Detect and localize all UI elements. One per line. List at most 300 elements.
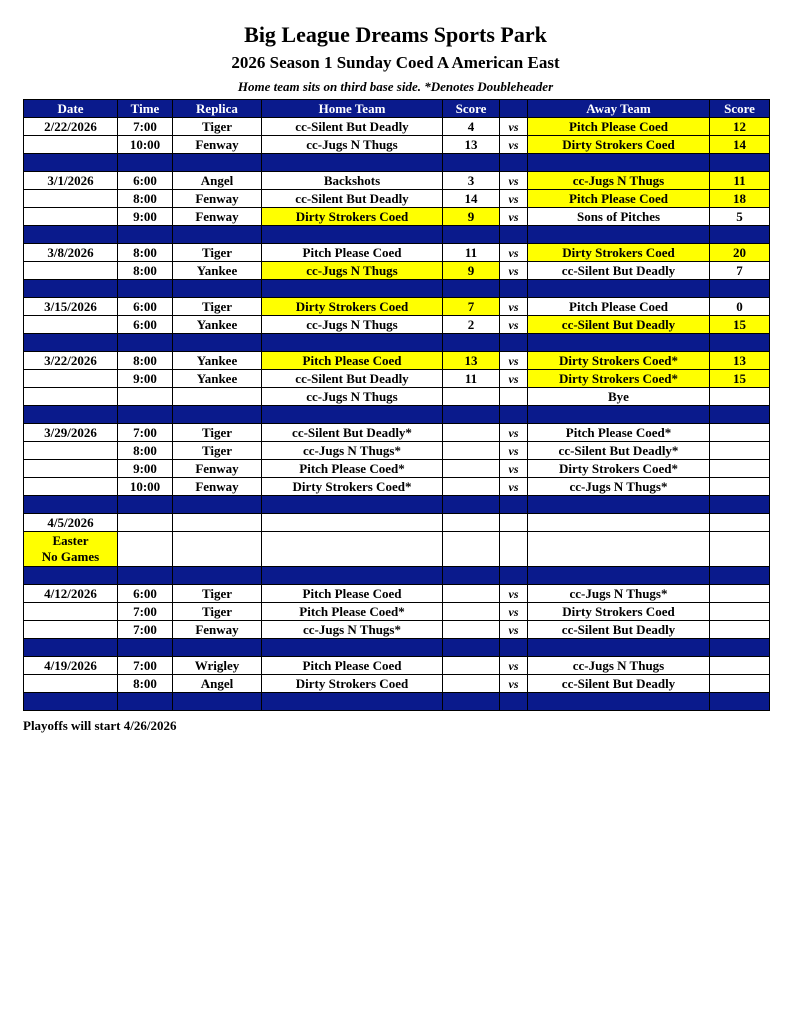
table-row [24,298,770,316]
date-cell: 2/22/2026 [24,118,118,136]
separator-cell [262,639,443,657]
date-cell: 4/19/2026 [24,657,118,675]
column-header-home-team: Home Team [262,100,443,118]
table-row [24,172,770,190]
vs-cell: vs [500,370,528,388]
separator-cell [443,280,500,298]
time-cell [118,388,173,406]
time-cell: 6:00 [118,316,173,334]
separator-cell [24,496,118,514]
empty-cell [118,532,173,567]
separator-cell [710,693,770,711]
away-team-cell: Sons of Pitches [528,208,710,226]
separator-cell [24,226,118,244]
vs-cell: vs [500,262,528,280]
vs-cell: vs [500,208,528,226]
home-team-cell: Pitch Please Coed [262,352,443,370]
vs-cell: vs [500,478,528,496]
schedule-table [23,99,770,711]
separator-cell [528,334,710,352]
time-cell: 10:00 [118,136,173,154]
date-cell [24,190,118,208]
vs-cell: vs [500,136,528,154]
away-team-cell: Dirty Strokers Coed [528,244,710,262]
column-header-away-team: Away Team [528,100,710,118]
away-score-cell: 0 [710,298,770,316]
home-team-cell: cc-Jugs N Thugs* [262,442,443,460]
holiday-cell [24,532,118,567]
separator-cell [528,154,710,172]
week-separator-row [24,154,770,172]
time-cell: 7:00 [118,424,173,442]
time-cell: 8:00 [118,442,173,460]
date-cell [24,460,118,478]
table-row [24,244,770,262]
away-score-cell: 15 [710,316,770,334]
separator-cell [710,496,770,514]
table-row [24,424,770,442]
away-score-cell [710,442,770,460]
home-score-cell: 14 [443,190,500,208]
week-separator-row [24,693,770,711]
date-cell [24,208,118,226]
away-score-cell [710,621,770,639]
vs-cell: vs [500,442,528,460]
date-cell: 3/15/2026 [24,298,118,316]
away-score-cell [710,478,770,496]
replica-cell: Angel [173,172,262,190]
home-team-cell: Dirty Strokers Coed* [262,478,443,496]
time-cell: 7:00 [118,621,173,639]
home-score-cell [443,585,500,603]
home-score-cell [443,442,500,460]
time-cell: 9:00 [118,208,173,226]
separator-cell [443,567,500,585]
column-header-time: Time [118,100,173,118]
away-score-cell [710,460,770,478]
away-team-cell: Pitch Please Coed* [528,424,710,442]
column-header-away-score: Score [710,100,770,118]
separator-cell [262,154,443,172]
separator-cell [173,226,262,244]
empty-cell [500,532,528,567]
separator-cell [24,280,118,298]
separator-cell [118,334,173,352]
vs-cell: vs [500,172,528,190]
page-subtitle: 2026 Season 1 Sunday Coed A American East [231,53,560,72]
vs-cell: vs [500,621,528,639]
away-team-cell: cc-Silent But Deadly* [528,442,710,460]
home-team-cell: cc-Silent But Deadly [262,118,443,136]
replica-cell: Fenway [173,136,262,154]
separator-cell [500,154,528,172]
replica-cell: Yankee [173,370,262,388]
replica-cell: Tiger [173,118,262,136]
table-row [24,388,770,406]
time-cell: 6:00 [118,298,173,316]
separator-cell [443,496,500,514]
home-score-cell [443,424,500,442]
separator-cell [528,693,710,711]
table-row [24,460,770,478]
separator-cell [710,334,770,352]
home-score-cell [443,478,500,496]
empty-cell [710,532,770,567]
separator-cell [24,154,118,172]
vs-cell [500,514,528,532]
holiday-row [24,532,770,567]
time-cell: 7:00 [118,603,173,621]
home-team-cell [262,514,443,532]
home-score-cell [443,675,500,693]
column-header-date: Date [24,100,118,118]
time-cell: 10:00 [118,478,173,496]
week-separator-row [24,496,770,514]
separator-cell [710,406,770,424]
home-team-cell: Dirty Strokers Coed [262,675,443,693]
vs-cell: vs [500,460,528,478]
away-team-cell: cc-Jugs N Thugs* [528,478,710,496]
away-team-cell: cc-Silent But Deadly [528,316,710,334]
away-score-cell [710,603,770,621]
date-cell [24,262,118,280]
date-cell: 3/29/2026 [24,424,118,442]
time-cell: 6:00 [118,585,173,603]
time-cell: 8:00 [118,352,173,370]
separator-cell [443,226,500,244]
home-team-cell: Pitch Please Coed [262,244,443,262]
separator-cell [710,154,770,172]
separator-cell [500,496,528,514]
away-score-cell: 20 [710,244,770,262]
separator-cell [262,406,443,424]
away-score-cell [710,514,770,532]
replica-cell: Fenway [173,621,262,639]
empty-cell [173,532,262,567]
no-games-label: No Games [41,549,100,564]
vs-cell: vs [500,244,528,262]
separator-cell [118,154,173,172]
home-score-cell [443,388,500,406]
time-cell: 9:00 [118,370,173,388]
replica-cell: Tiger [173,603,262,621]
separator-cell [443,334,500,352]
replica-cell: Fenway [173,460,262,478]
replica-cell [173,514,262,532]
vs-cell: vs [500,118,528,136]
separator-cell [118,567,173,585]
home-team-cell: cc-Jugs N Thugs [262,316,443,334]
holiday-label: Easter [52,533,89,548]
playoffs-note: Playoffs will start 4/26/2026 [23,718,177,733]
separator-cell [173,280,262,298]
table-header-row [24,100,770,118]
separator-cell [262,334,443,352]
date-cell [24,603,118,621]
separator-cell [262,693,443,711]
replica-cell [173,388,262,406]
date-cell [24,316,118,334]
away-score-cell: 13 [710,352,770,370]
table-row [24,136,770,154]
time-cell: 9:00 [118,460,173,478]
date-cell: 4/12/2026 [24,585,118,603]
replica-cell: Tiger [173,585,262,603]
separator-cell [500,226,528,244]
time-cell: 8:00 [118,262,173,280]
separator-cell [262,226,443,244]
time-cell: 7:00 [118,118,173,136]
time-cell: 7:00 [118,657,173,675]
away-team-cell: Bye [528,388,710,406]
separator-cell [262,280,443,298]
separator-cell [24,693,118,711]
away-team-cell: cc-Jugs N Thugs [528,657,710,675]
separator-cell [173,567,262,585]
home-team-cell: cc-Jugs N Thugs* [262,621,443,639]
date-cell [24,621,118,639]
date-cell [24,442,118,460]
replica-cell: Yankee [173,262,262,280]
date-cell: 3/1/2026 [24,172,118,190]
away-score-cell: 15 [710,370,770,388]
away-team-cell: cc-Silent But Deadly [528,621,710,639]
vs-cell: vs [500,190,528,208]
schedule-note: Home team sits on third base side. *Denotes Doubleheader [237,79,554,94]
vs-cell: vs [500,603,528,621]
home-team-cell: Dirty Strokers Coed [262,208,443,226]
home-team-cell: Backshots [262,172,443,190]
table-row [24,478,770,496]
away-score-cell: 18 [710,190,770,208]
replica-cell: Fenway [173,478,262,496]
away-score-cell: 11 [710,172,770,190]
separator-cell [173,496,262,514]
away-team-cell: Dirty Strokers Coed* [528,352,710,370]
table-row [24,208,770,226]
home-team-cell: Dirty Strokers Coed [262,298,443,316]
separator-cell [24,639,118,657]
separator-cell [528,226,710,244]
home-score-cell: 11 [443,370,500,388]
home-score-cell [443,603,500,621]
away-team-cell: Dirty Strokers Coed [528,136,710,154]
replica-cell: Tiger [173,442,262,460]
separator-cell [118,280,173,298]
separator-cell [173,693,262,711]
away-team-cell: Dirty Strokers Coed* [528,370,710,388]
away-score-cell [710,388,770,406]
table-row [24,603,770,621]
separator-cell [500,567,528,585]
away-team-cell: cc-Silent But Deadly [528,675,710,693]
replica-cell: Yankee [173,352,262,370]
empty-cell [262,532,443,567]
replica-cell: Yankee [173,316,262,334]
home-team-cell: cc-Jugs N Thugs [262,262,443,280]
away-team-cell: Pitch Please Coed [528,298,710,316]
table-row [24,190,770,208]
separator-cell [710,226,770,244]
home-score-cell [443,621,500,639]
home-score-cell [443,514,500,532]
separator-cell [118,406,173,424]
table-row [24,657,770,675]
home-score-cell [443,460,500,478]
home-score-cell: 9 [443,208,500,226]
away-team-cell: cc-Silent But Deadly [528,262,710,280]
separator-cell [443,406,500,424]
vs-cell [500,388,528,406]
week-separator-row [24,406,770,424]
away-score-cell: 12 [710,118,770,136]
vs-cell: vs [500,352,528,370]
separator-cell [118,639,173,657]
away-score-cell: 14 [710,136,770,154]
week-separator-row [24,280,770,298]
home-score-cell: 2 [443,316,500,334]
separator-cell [24,334,118,352]
date-cell [24,136,118,154]
page-title: Big League Dreams Sports Park [244,22,547,47]
separator-cell [262,567,443,585]
home-team-cell: cc-Silent But Deadly [262,190,443,208]
separator-cell [528,567,710,585]
separator-cell [710,280,770,298]
time-cell: 8:00 [118,675,173,693]
away-team-cell: cc-Jugs N Thugs* [528,585,710,603]
home-score-cell: 13 [443,136,500,154]
vs-cell: vs [500,316,528,334]
date-cell [24,370,118,388]
separator-cell [528,639,710,657]
home-score-cell: 3 [443,172,500,190]
away-score-cell: 7 [710,262,770,280]
date-cell: 3/22/2026 [24,352,118,370]
separator-cell [500,334,528,352]
column-header-replica: Replica [173,100,262,118]
home-score-cell: 13 [443,352,500,370]
away-team-cell: Pitch Please Coed [528,190,710,208]
separator-cell [24,567,118,585]
vs-cell: vs [500,585,528,603]
replica-cell: Tiger [173,424,262,442]
home-team-cell: cc-Silent But Deadly* [262,424,443,442]
table-row [24,514,770,532]
home-team-cell: Pitch Please Coed* [262,603,443,621]
replica-cell: Angel [173,675,262,693]
away-score-cell: 5 [710,208,770,226]
table-row [24,262,770,280]
table-row [24,621,770,639]
separator-cell [173,334,262,352]
separator-cell [173,154,262,172]
separator-cell [118,693,173,711]
home-team-cell: Pitch Please Coed* [262,460,443,478]
replica-cell: Fenway [173,190,262,208]
home-team-cell: cc-Jugs N Thugs [262,136,443,154]
table-row [24,442,770,460]
time-cell: 8:00 [118,244,173,262]
separator-cell [443,639,500,657]
table-row [24,316,770,334]
home-team-cell: cc-Jugs N Thugs [262,388,443,406]
away-score-cell [710,424,770,442]
home-team-cell: Pitch Please Coed [262,657,443,675]
vs-cell: vs [500,298,528,316]
away-team-cell: Dirty Strokers Coed* [528,460,710,478]
separator-cell [528,280,710,298]
home-score-cell: 11 [443,244,500,262]
home-team-cell: Pitch Please Coed [262,585,443,603]
separator-cell [528,496,710,514]
table-row [24,370,770,388]
separator-cell [500,693,528,711]
away-team-cell: Dirty Strokers Coed [528,603,710,621]
replica-cell: Wrigley [173,657,262,675]
week-separator-row [24,567,770,585]
date-cell: 4/5/2026 [24,514,118,532]
away-score-cell [710,585,770,603]
empty-cell [443,532,500,567]
home-score-cell [443,657,500,675]
separator-cell [710,639,770,657]
week-separator-row [24,226,770,244]
separator-cell [443,693,500,711]
home-team-cell: cc-Silent But Deadly [262,370,443,388]
table-row [24,585,770,603]
separator-cell [173,406,262,424]
date-cell [24,675,118,693]
separator-cell [500,406,528,424]
away-score-cell [710,675,770,693]
replica-cell: Tiger [173,244,262,262]
separator-cell [528,406,710,424]
replica-cell: Tiger [173,298,262,316]
empty-cell [528,532,710,567]
week-separator-row [24,639,770,657]
separator-cell [710,567,770,585]
table-row [24,675,770,693]
separator-cell [262,496,443,514]
separator-cell [24,406,118,424]
week-separator-row [24,334,770,352]
away-team-cell: Pitch Please Coed [528,118,710,136]
time-cell: 8:00 [118,190,173,208]
away-team-cell [528,514,710,532]
separator-cell [500,280,528,298]
table-row [24,118,770,136]
time-cell: 6:00 [118,172,173,190]
schedule-body [24,118,770,711]
date-cell [24,388,118,406]
column-header-vs [500,100,528,118]
away-team-cell: cc-Jugs N Thugs [528,172,710,190]
separator-cell [173,639,262,657]
vs-cell: vs [500,657,528,675]
date-cell [24,478,118,496]
home-score-cell: 4 [443,118,500,136]
separator-cell [500,639,528,657]
away-score-cell [710,657,770,675]
table-row [24,352,770,370]
date-cell: 3/8/2026 [24,244,118,262]
home-score-cell: 7 [443,298,500,316]
column-header-home-score: Score [443,100,500,118]
separator-cell [118,226,173,244]
separator-cell [118,496,173,514]
vs-cell: vs [500,424,528,442]
